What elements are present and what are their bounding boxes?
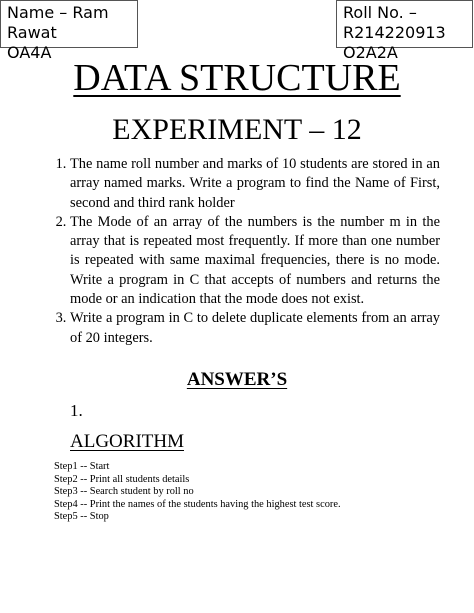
roll-box-line: R214220913 bbox=[343, 23, 446, 42]
name-box-line: Name – Ram bbox=[7, 3, 109, 22]
roll-box-line: O2A2A bbox=[343, 43, 398, 62]
experiment-subtitle: EXPERIMENT – 12 bbox=[112, 113, 362, 146]
name-box-line: Rawat bbox=[7, 23, 57, 42]
answer-number: 1. bbox=[70, 401, 83, 420]
question-item: 1. The name roll number and marks of 10 students are stored in an array named marks. Write a program to find the Name of First, second and third rank holder bbox=[70, 155, 440, 213]
algorithm-heading: ALGORITHM bbox=[70, 431, 184, 452]
name-box bbox=[0, 0, 138, 62]
question-list bbox=[50, 155, 440, 348]
algorithm-step: Step5 -- Stop bbox=[54, 511, 109, 522]
name-box-line: OA4A bbox=[7, 43, 52, 62]
algorithm-step: Step1 -- Start bbox=[54, 461, 110, 472]
algorithm-step: Step2 -- Print all students details bbox=[54, 473, 190, 485]
question-item: 3. Write a program in C to delete duplicate elements from an array of 20 integers. bbox=[70, 309, 440, 348]
document-title: DATA STRUCTURE bbox=[73, 57, 401, 99]
algorithm-steps bbox=[54, 461, 341, 524]
algorithm-step: Step4 -- Print the names of the students having the highest test score. bbox=[54, 498, 341, 510]
answers-heading: ANSWER’S bbox=[186, 369, 288, 390]
algorithm-step: Step3 -- Search student by roll no bbox=[54, 486, 194, 497]
roll-box-line: Roll No. – bbox=[343, 3, 417, 22]
roll-number-box bbox=[336, 0, 473, 62]
question-item: 2. The Mode of an array of the numbers is the number m in the array that is repeated most frequently. If more than one number is repeated with same maximal frequencies, there is no mode. Write a program in C that accepts of numbers and returns the mode or an indication that the mode does not exist. bbox=[70, 213, 440, 309]
